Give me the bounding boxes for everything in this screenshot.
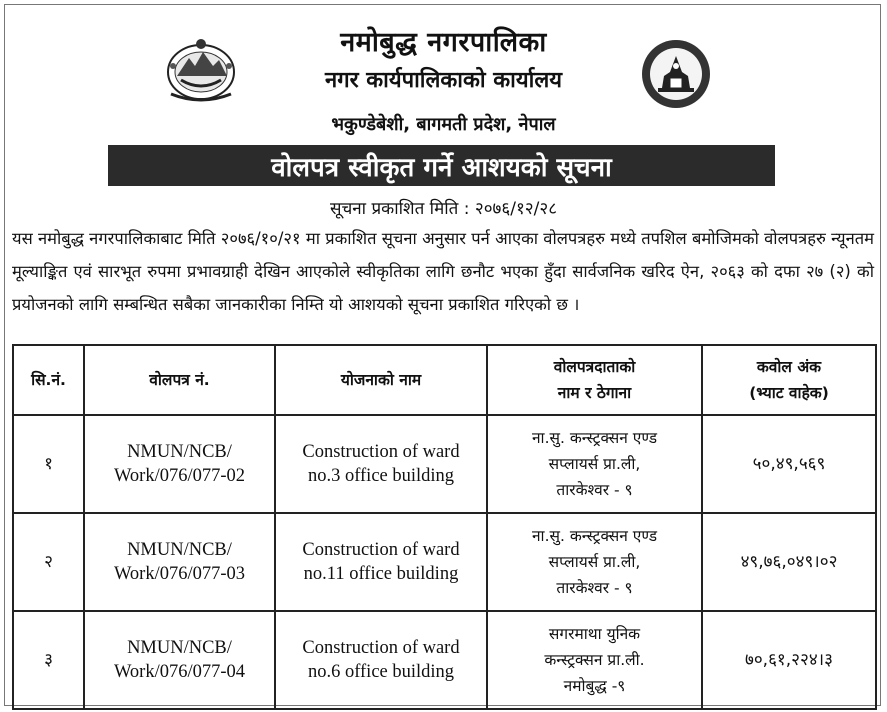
project-l1: Construction of ward xyxy=(302,638,460,658)
project-l1: Construction of ward xyxy=(302,442,460,462)
table-row xyxy=(13,415,876,513)
cell-project xyxy=(275,415,487,513)
cell-project xyxy=(275,513,487,611)
cell-amount: ७०,६१,२२४।३ xyxy=(702,611,876,709)
cell-project xyxy=(275,611,487,709)
bid-no-l1: NMUN/NCB/ xyxy=(127,638,232,658)
bid-no-l2: Work/076/077-02 xyxy=(113,466,246,486)
header-amount xyxy=(702,345,876,415)
cell-bidder xyxy=(487,415,702,513)
bidder-l1: सगरमाथा युनिक xyxy=(548,625,641,643)
bidder-l3: तारकेश्वर - ९ xyxy=(556,481,633,499)
notice-body: यस नमोबुद्ध नगरपालिकाबाट मिति २०७६/१०/२१ मा प्रकाशित सूचना अनुसार पर्न आएका वोलपत्रहरु मध्ये तपशिल बमोजिमको वोलपत्रहरु न्यूनतम मूल्याङ्कित एवं सारभूत रुपमा प्रभावग्राही देखिन आएकोले स्वीकृतिका लागि छनौट भएका हुँदा सार्वजनिक खरिद ऐन, २०६३ को दफा २७ (२) को प्रयोजनको लागि सम्बन्धित सबैका जानकारीका निम्ति यो आशयको सूचना प्रकाशित गरिएको छ । xyxy=(12,229,874,314)
bidder-l1: ना.सु. कन्स्ट्रक्सन एण्ड xyxy=(531,429,658,447)
bidder-l3: तारकेश्वर - ९ xyxy=(556,579,633,597)
cell-amount: ४९,७६,०४९।०२ xyxy=(702,513,876,611)
project-l2: no.11 office building xyxy=(303,564,459,584)
bidder-l2: कन्स्ट्रक्सन प्रा.ली. xyxy=(544,651,645,669)
table-row xyxy=(13,611,876,709)
bid-no-l2: Work/076/077-04 xyxy=(113,662,246,682)
header-project: योजनाको नाम xyxy=(275,345,487,415)
header-bidder-l1: वोलपत्रदाताको xyxy=(553,358,636,376)
header-amount-l1: कवोल अंक xyxy=(756,358,822,376)
bidder-l3: नमोबुद्ध -९ xyxy=(563,677,626,695)
cell-sn: १ xyxy=(13,415,84,513)
cell-sn: २ xyxy=(13,513,84,611)
bidder-l2: सप्लायर्स प्रा.ली, xyxy=(548,455,641,473)
cell-bid-no xyxy=(84,611,275,709)
header-bidder-l2: नाम र ठेगाना xyxy=(557,384,632,402)
project-l1: Construction of ward xyxy=(302,540,460,560)
notice-title-banner: वोलपत्र स्वीकृत गर्ने आशयको सूचना xyxy=(108,145,775,186)
municipality-name: नमोबुद्ध नगरपालिका xyxy=(340,27,547,58)
cell-bid-no xyxy=(84,513,275,611)
bid-table xyxy=(12,344,877,710)
bidder-l2: सप्लायर्स प्रा.ली, xyxy=(548,553,641,571)
table-row xyxy=(13,513,876,611)
bid-no-l1: NMUN/NCB/ xyxy=(127,442,232,462)
bid-no-l2: Work/076/077-03 xyxy=(113,564,246,584)
cell-amount: ५०,४९,५६९ xyxy=(702,415,876,513)
cell-bidder xyxy=(487,611,702,709)
bid-no-l1: NMUN/NCB/ xyxy=(127,540,232,560)
project-l2: no.3 office building xyxy=(307,466,455,486)
table-header-row xyxy=(13,345,876,415)
office-name: नगर कार्यपालिकाको कार्यालय xyxy=(325,68,562,93)
header-bid-no: वोलपत्र नं. xyxy=(84,345,275,415)
header-amount-l2: (भ्याट वाहेक) xyxy=(749,384,829,402)
header-bidder xyxy=(487,345,702,415)
cell-bid-no xyxy=(84,415,275,513)
bidder-l1: ना.सु. कन्स्ट्रक्सन एण्ड xyxy=(531,527,658,545)
header-sn: सि.नं. xyxy=(13,345,84,415)
header xyxy=(0,0,887,140)
published-date: सूचना प्रकाशित मिति : २०७६/१२/२८ xyxy=(329,199,558,219)
cell-sn: ३ xyxy=(13,611,84,709)
office-address: भकुण्डेबेशी, बागमती प्रदेश, नेपाल xyxy=(331,114,556,135)
project-l2: no.6 office building xyxy=(307,662,455,682)
cell-bidder xyxy=(487,513,702,611)
